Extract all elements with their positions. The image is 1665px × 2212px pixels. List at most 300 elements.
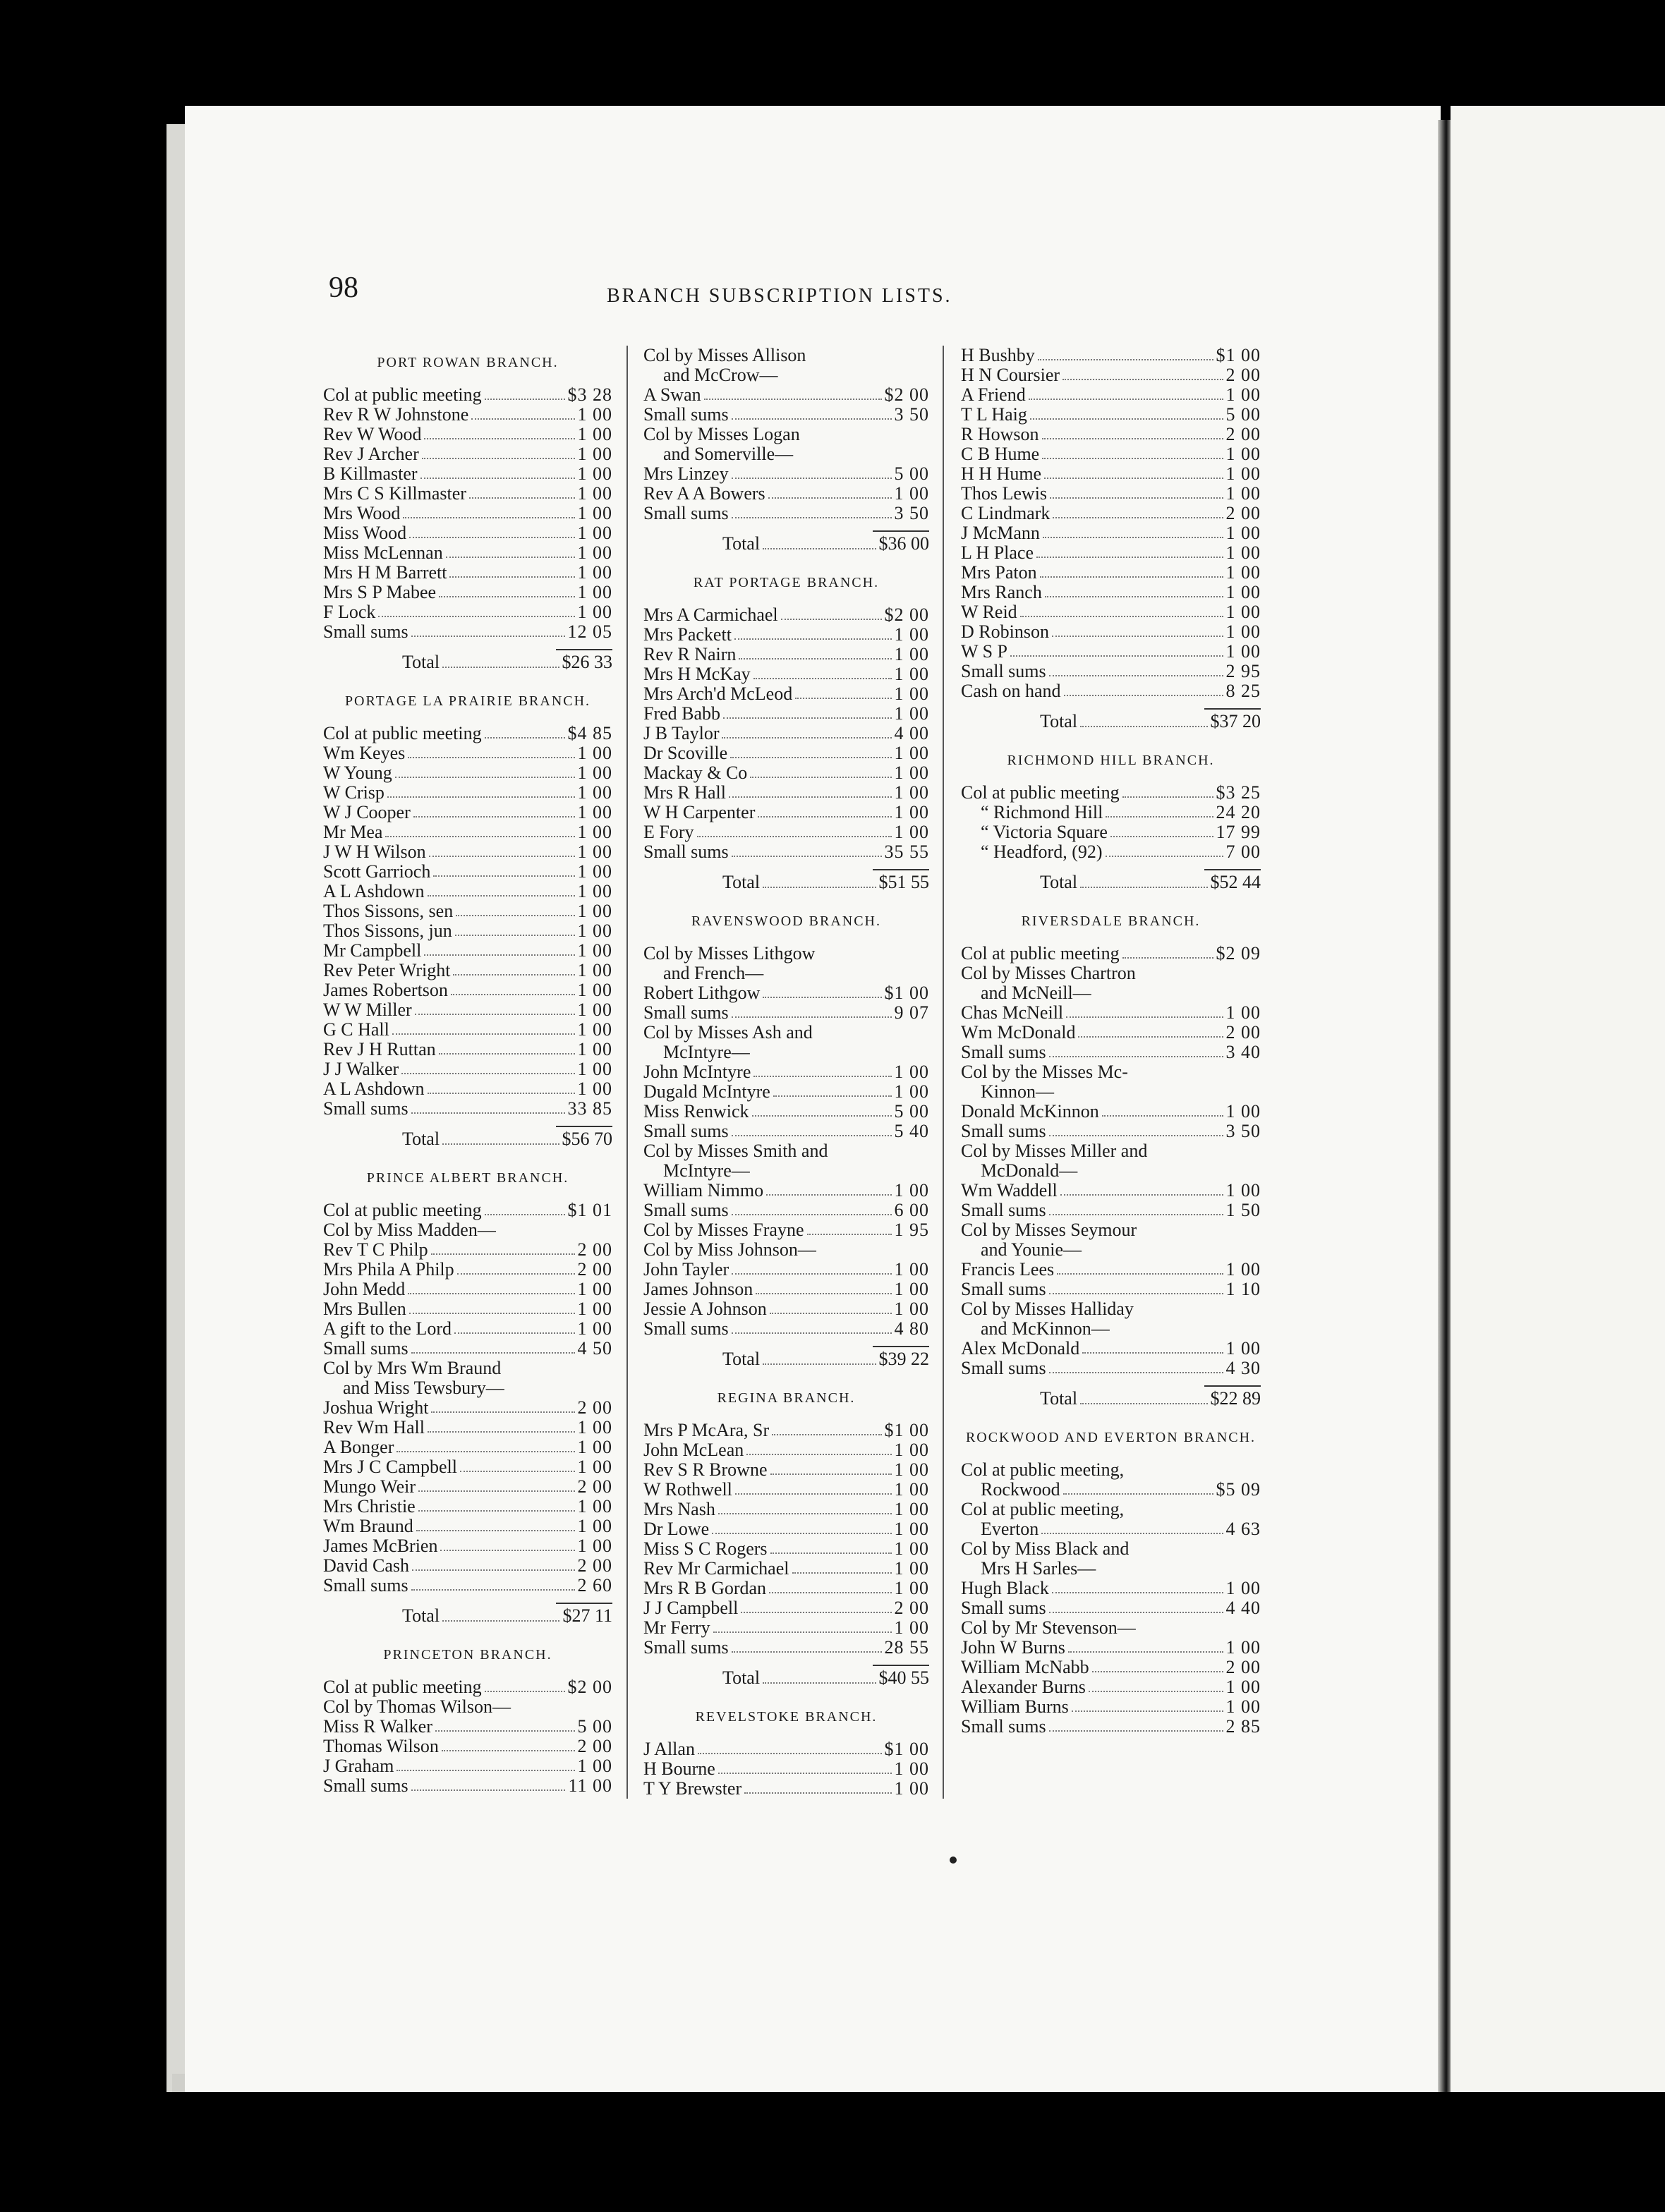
branch-section [643,1707,929,1799]
leader-dots [451,994,575,995]
subscription-amount: 1 10 [1225,1279,1261,1299]
subscription-entry [323,743,612,763]
subscription-amount: 4 80 [894,1318,929,1339]
leader-dots [741,1612,891,1613]
subscriber-name: “ Richmond Hill [981,802,1103,822]
subscriber-name: Wm Keyes [323,743,406,763]
subscriber-name: Small sums [643,1318,729,1339]
subscription-entry [323,1099,612,1119]
leader-dots [431,1411,574,1413]
subscription-entry [961,642,1261,662]
subscriber-name: Mrs R Hall [643,782,726,803]
subscription-entry [323,1576,612,1596]
subscription-entry [323,1059,612,1079]
subscriber-name: and French— [663,963,764,983]
subscription-entry [323,1040,612,1059]
leader-dots [418,1510,575,1512]
subscription-amount: 24 20 [1216,802,1261,822]
subscription-amount: 1 00 [894,1499,929,1519]
subscription-entry [961,1638,1261,1658]
subscription-amount: 1 00 [894,1081,929,1102]
leader-dots [1049,1135,1223,1136]
subscriber-name: W J Cooper [323,802,411,822]
subscription-entry [643,1618,929,1638]
leader-dots [1053,517,1223,518]
subscriber-name: Small sums [961,1279,1046,1299]
subscription-entry [643,1739,929,1759]
subscription-entry [643,1280,929,1299]
subscription-entry [643,822,929,842]
subscription-entry [323,563,612,583]
subscription-entry [323,1398,612,1418]
branch-title: RICHMOND HILL BRANCH. [1007,753,1215,768]
subscriber-name: D Robinson [961,621,1049,642]
subscription-amount: 2 95 [1225,661,1261,681]
subscriber-name: L H Place [961,542,1034,563]
subscription-amount: 1 00 [577,1437,612,1457]
leader-dots [392,1033,575,1035]
subscription-entry [643,1779,929,1799]
subscription-amount: 1 00 [894,782,929,803]
subscriber-name: Col by Misses Ash and [643,1022,813,1043]
leader-dots [732,1214,892,1215]
subscription-entry [961,1043,1261,1062]
leader-dots [756,1293,891,1294]
leader-dots [713,1631,892,1633]
subscription-entry [961,523,1261,543]
leader-dots [1106,816,1213,818]
subscriber-name: Col at public meeting [961,782,1120,803]
subscription-entry [323,862,612,882]
leader-dots [795,698,891,699]
subscription-amount: 9 07 [894,1002,929,1023]
subscription-amount: 1 00 [577,523,612,543]
subscription-amount: 1 00 [577,980,612,1000]
subscription-entry [643,1559,929,1579]
subscription-entry [961,1618,1261,1638]
subscriber-name: J B Taylor [643,723,720,743]
subscriber-name: Alex McDonald [961,1338,1080,1359]
subscription-entry [323,504,612,523]
subscriber-name: Col by Thomas Wilson— [323,1696,511,1717]
leader-dots [763,1363,876,1365]
subscriber-name: Col by Misses Lithgow [643,943,816,964]
leader-dots [1049,1214,1223,1215]
subscriber-name: Thos Lewis [961,483,1048,504]
subscriber-name: Col by Misses Chartron [961,963,1136,983]
subscriber-name: Rev A A Bowers [643,483,765,504]
subscriber-name: and McNeill— [981,983,1091,1003]
subscriber-name: William McNabb [961,1657,1089,1677]
subscription-amount: 2 60 [577,1575,612,1596]
leader-dots [1106,856,1223,857]
subscription-entry [961,1339,1261,1359]
total-label: Total [722,1349,761,1369]
subscription-entry [323,724,612,743]
subscription-entry [323,1677,612,1697]
subscription-amount: $3 28 [567,384,612,405]
leader-dots [485,1214,565,1215]
leader-dots [409,1313,575,1314]
column-3 [961,346,1261,1848]
subscriber-name: Col by Misses Frayne [643,1220,804,1240]
leader-dots [766,1194,891,1196]
subscriber-name: Col at public meeting [323,1677,482,1697]
subscription-amount: 1 00 [1225,542,1261,563]
subscriber-name: Miss S C Rogers [643,1538,768,1559]
branch-section [643,911,929,1370]
subscription-entry [323,961,612,980]
subscriber-name: Mrs P McAra, Sr [643,1420,770,1440]
subscription-amount: 2 85 [1225,1716,1261,1737]
subscription-entry [323,1477,612,1497]
subscription-amount: 1 00 [1225,483,1261,504]
subscriber-name: W Reid [961,602,1017,622]
leader-dots [1052,636,1223,637]
subscriber-name: and Miss Tewsbury— [343,1378,504,1398]
subscription-amount: 11 00 [568,1775,612,1796]
branch-section [643,346,929,554]
leader-dots [431,1253,575,1255]
subscription-amount: 1 00 [577,762,612,783]
subscription-amount: 1 00 [577,782,612,803]
subscription-amount: 1 00 [577,1536,612,1556]
subscription-amount: 1 00 [577,901,612,921]
subscription-amount: 1 00 [577,881,612,901]
subscriber-name: Rev J Archer [323,444,419,464]
subscriber-name: Mrs Ranch [961,582,1042,602]
subscriber-name: Small sums [961,1358,1046,1378]
subscription-entry [323,1776,612,1796]
subscription-amount: 1 00 [1225,1677,1261,1697]
leader-dots [732,1332,892,1334]
subscription-amount: $2 09 [1216,943,1261,964]
subscriber-name: John McIntyre [643,1062,751,1082]
subscription-entry [643,425,929,444]
subscription-entry [961,1460,1261,1480]
subscription-amount: 1 00 [894,802,929,822]
subscriber-name: Mrs A Carmichael [643,604,778,625]
subscription-entry [961,444,1261,464]
branch-section [323,353,612,673]
subscription-entry [961,1579,1261,1598]
subscription-entry [643,1319,929,1339]
subscription-entry [961,385,1261,405]
subscriber-name: Col at public meeting [323,1200,482,1220]
subscription-amount: 1 00 [577,802,612,822]
subscription-amount: $5 09 [1216,1479,1261,1500]
subscription-amount: 1 00 [577,1059,612,1079]
branch-total [402,652,612,673]
subscription-entry [961,1598,1261,1618]
subscription-entry [643,944,929,964]
subscriber-name: Miss McLennan [323,542,443,563]
subscriber-name: Mrs Linzey [643,463,729,484]
subscription-amount: 1 00 [1225,1002,1261,1023]
subscription-entry [323,484,612,504]
subscription-entry [643,1579,929,1598]
leader-dots [730,757,891,758]
subscriber-name: and Somerville— [663,444,794,464]
subscriber-name: Col by Misses Smith and [643,1141,828,1161]
leader-dots [763,887,876,888]
leader-dots [732,1016,892,1018]
subscriber-name: T Y Brewster [643,1778,742,1799]
facing-page [1451,106,1665,2092]
total-amount: $39 22 [878,1349,929,1369]
subscription-amount: 1 00 [894,822,929,842]
subscription-amount: 1 00 [894,483,929,504]
subscription-entry [323,921,612,941]
leader-dots [1049,1056,1223,1057]
leader-dots [418,1490,574,1492]
subscriber-name: Col at public meeting [961,943,1120,964]
subscription-amount: 1 00 [577,483,612,504]
subscription-amount: 2 00 [577,1476,612,1497]
subscriber-name: McIntyre— [663,1160,750,1181]
subscription-amount: $3 25 [1216,782,1261,803]
subscription-amount: $4 85 [567,723,612,743]
subscription-amount: 1 00 [894,624,929,645]
subscriber-name: Small sums [961,1716,1046,1737]
subscriber-name: Col by Misses Allison [643,345,806,365]
branch-total [1040,872,1261,893]
subscription-entry [643,1043,929,1062]
leader-dots [413,816,575,818]
subscription-amount: 1 00 [894,1299,929,1319]
subscription-entry [643,405,929,425]
subscriber-name: Miss Wood [323,523,407,543]
leader-dots [408,757,574,758]
subscriber-name: Small sums [323,621,408,642]
subscriber-name: James Johnson [643,1279,753,1299]
subscription-entry [961,484,1261,504]
subscription-amount: 1 00 [894,703,929,724]
subscription-entry [643,783,929,803]
subscription-amount: 1 00 [1225,1696,1261,1717]
subscriber-name: Wm McDonald [961,1022,1076,1043]
total-label: Total [1040,1388,1078,1409]
subscriber-name: Joshua Wright [323,1397,429,1418]
subscription-amount: 5 00 [894,463,929,484]
leader-dots [442,1143,559,1145]
subscription-amount: 4 50 [577,1338,612,1359]
subscriber-name: Rev W Wood [323,424,422,444]
subscriber-name: Hugh Black [961,1578,1049,1598]
subscription-entry [323,901,612,921]
subscriber-name: Small sums [643,503,729,523]
subscription-amount: 1 00 [894,1558,929,1579]
subscriber-name: Mrs C S Killmaster [323,483,466,504]
subscriber-name: Everton [981,1519,1039,1539]
branch-section [961,1428,1261,1737]
leader-dots [1030,418,1223,420]
leader-dots [1049,1372,1223,1373]
subscriber-name: Mrs Phila A Philp [323,1259,454,1280]
subscription-amount: 1 00 [577,1078,612,1099]
leader-dots [1029,399,1223,400]
subscriber-name: David Cash [323,1555,410,1576]
column-1 [323,346,612,1848]
subscription-amount: 28 55 [884,1637,929,1658]
subscription-amount: $2 00 [567,1677,612,1697]
subscription-entry [961,365,1261,385]
subscription-entry [323,1536,612,1556]
leader-dots [411,1352,575,1354]
subscriber-name: William Nimmo [643,1180,764,1201]
subscription-entry [643,724,929,743]
subscriber-name: Rockwood [981,1479,1060,1500]
leader-dots [732,1273,891,1275]
subscription-entry [961,602,1261,622]
subscriber-name: J Graham [323,1756,394,1776]
subscription-entry [961,1359,1261,1378]
subscription-amount: 1 00 [577,1039,612,1059]
subscription-entry [961,425,1261,444]
subscription-entry [643,803,929,822]
subscription-entry [643,1181,929,1201]
subscription-amount: 2 00 [577,1239,612,1260]
subscription-amount: 1 00 [894,1479,929,1500]
subscriber-name: Mr Campbell [323,940,422,961]
subscription-amount: 1 00 [1225,582,1261,602]
leader-dots [409,537,574,538]
leader-dots [424,438,574,439]
leader-dots [1040,576,1223,578]
subscriber-name: Mrs J C Campbell [323,1457,457,1477]
subscription-entry [961,1717,1261,1737]
leader-dots [449,576,574,578]
leader-dots [442,1620,559,1622]
subscriber-name: Robert Lithgow [643,983,761,1003]
leader-dots [770,1473,892,1475]
subscription-amount: 1 00 [577,424,612,444]
subscription-amount: 1 00 [894,1279,929,1299]
subscriber-name: J J Walker [323,1059,399,1079]
leader-dots [1044,478,1223,479]
subscription-amount: 1 00 [577,542,612,563]
subscription-amount: 1 00 [1225,1578,1261,1598]
branch-section [323,691,612,1150]
leader-dots [763,548,876,549]
subscription-entry [643,605,929,625]
branch-title: PRINCE ALBERT BRANCH. [366,1170,569,1186]
total-rule [873,1665,929,1666]
subscriber-name: Mrs Packett [643,624,732,645]
subscription-entry [961,583,1261,602]
subscription-entry [323,1378,612,1398]
leader-dots [1042,438,1223,439]
subscriber-name: Mrs H Sarles— [981,1558,1096,1579]
branch-title: RIVERSDALE BRANCH. [1021,913,1201,929]
subscription-entry [643,1141,929,1161]
leader-dots [732,1651,882,1653]
subscriber-name: J McMann [961,523,1040,543]
subscriber-name: J W H Wilson [323,841,426,862]
leader-dots [752,1115,892,1117]
subscription-entry [643,444,929,464]
subscription-entry [643,1519,929,1539]
leader-dots [1060,1194,1223,1196]
subscription-entry [961,405,1261,425]
subscriber-name: W S P [961,641,1007,662]
subscription-entry [961,1319,1261,1339]
subscriber-name: and Younie— [981,1239,1082,1260]
subscriber-name: Col by Misses Seymour [961,1220,1137,1240]
subscriber-name: Mr Ferry [643,1617,710,1638]
subscriber-name: B Killmaster [323,463,418,484]
subscription-amount: 1 50 [1225,1200,1261,1220]
subscriber-name: Col by Mr Stevenson— [961,1617,1136,1638]
leader-dots [753,1076,891,1077]
subscription-entry [961,662,1261,681]
subscription-entry [961,1280,1261,1299]
subscription-amount: $1 00 [1216,345,1261,365]
branch-section [961,750,1261,893]
subscriber-name: Mungo Weir [323,1476,416,1497]
leader-dots [768,497,892,499]
subscription-amount: 1 00 [577,960,612,980]
subscriber-name: Col by Misses Logan [643,424,800,444]
subscription-amount: $1 00 [884,983,929,1003]
leader-dots [411,1112,565,1114]
subscription-entry [323,1280,612,1299]
subscription-entry [961,983,1261,1003]
leader-dots [396,1451,574,1452]
subscription-amount: 1 00 [1225,1180,1261,1201]
subscription-amount: 1 00 [1225,384,1261,405]
subscriber-name: John Medd [323,1279,406,1299]
total-label: Total [722,872,761,892]
subscription-amount: 1 00 [894,664,929,684]
subscription-entry [323,1737,612,1756]
subscriber-name: H N Coursier [961,365,1060,385]
subscription-amount: 1 00 [894,1440,929,1460]
subscription-entry [643,1598,929,1618]
subscriber-name: Rev Mr Carmichael [643,1558,789,1579]
leader-dots [1010,655,1223,657]
subscription-amount: 4 30 [1225,1358,1261,1378]
column-divider [626,346,628,1799]
subscription-amount: 4 63 [1225,1519,1261,1539]
total-rule [556,1603,612,1604]
subscription-amount: 35 55 [884,841,929,862]
ornament-dot [950,1857,957,1864]
subscriber-name: Col at public meeting [323,723,482,743]
subscriber-name: Miss R Walker [323,1716,432,1737]
subscription-amount: 1 00 [577,562,612,583]
leader-dots [1042,458,1223,459]
subscription-amount: 2 00 [1225,503,1261,523]
subscription-entry [643,625,929,645]
total-rule [556,1126,612,1127]
leader-dots [453,974,574,976]
subscriber-name: Col at public meeting, [961,1499,1125,1519]
subscription-amount: 1 00 [577,743,612,763]
branch-section [643,1388,929,1689]
subscriber-name: Col at public meeting [323,384,482,405]
subscriber-name: Thomas Wilson [323,1736,439,1756]
subscription-entry [323,1359,612,1378]
leader-dots [1102,1115,1223,1117]
total-amount: $36 00 [878,533,929,554]
subscription-entry [323,1339,612,1359]
leader-dots [1062,379,1223,380]
subscriber-name: Mrs Arch'd McLeod [643,683,793,704]
leader-dots [412,1569,574,1571]
subscription-amount: 5 00 [577,1716,612,1737]
subscription-entry [323,583,612,602]
